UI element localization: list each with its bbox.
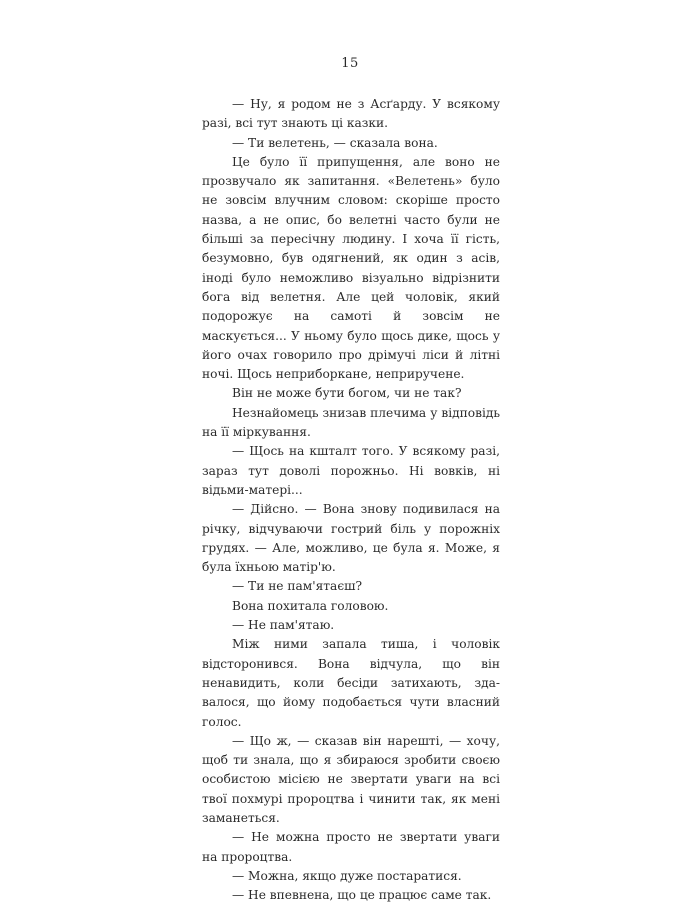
body-text xyxy=(202,95,500,905)
paragraph: — Не впевнена, що це працює саме так. xyxy=(232,888,492,903)
paragraph: — Не пам'ятаю. xyxy=(232,618,335,633)
page-number: 15 xyxy=(341,56,359,71)
paragraph: — Можна, якщо дуже постаратися. xyxy=(232,868,462,883)
paragraph: Він не може бути богом, чи не так? xyxy=(232,386,462,401)
paragraph: — Не можна просто не звертати уваги на пророцтва. xyxy=(202,830,500,864)
paragraph: — Що ж, — сказав він нарешті, — хочу, щоб ти знала, що я збираюся зробити своєю особистою місією не звертати уваги на всі твої похмурі пророцтва і чинити так, як мені заманеться. xyxy=(202,733,500,825)
paragraph: — Ну, я родом не з Асґарду. У всякому разі, всі тут знають ці казки. xyxy=(202,97,500,131)
paragraph: — Дійсно. — Вона знову подивилася на річку, відчуваючи гострий біль у порожніх грудях. — Але, можливо, це була я. Може, я була їхньою матір'ю. xyxy=(202,502,500,575)
paragraph: Незнайомець знизав плечима у відповідь на її міркування. xyxy=(202,405,500,440)
paragraph: Між ними запала тиша, і чоловік відсторонився. Вона відчула, що він ненавидить, коли бесіди затихають, здавалося, що йому подобається чути власний голос. xyxy=(202,637,500,729)
paragraph: Вона похитала головою. xyxy=(232,598,389,613)
paragraph: — Ти велетень, — сказала вона. xyxy=(232,135,438,150)
paragraph: — Щось на кшталт того. У всякому разі, зараз тут доволі порожньо. Ні вовків, ні відьми-матері... xyxy=(202,444,500,497)
paragraph: Це було її припущення, але воно не прозвучало як запитання. «Велетень» було не зовсім влучним словом: скоріше просто назва, а не опис, бо велетні часто були не більші за пересічну людину. І хоча її гість, безумовно, був одягнений, як один з асів, іноді було неможливо візуально відрізнити бога від велетня. Але цей чоловік, який подорожує на самоті й зовсім не маскується... У ньому було щось дике, щось у його очах говорило про дрімучі ліси й літні ночі. Щось неприборкане, неприручене. xyxy=(202,154,500,382)
paragraph: — Ти не пам'ятаєш? xyxy=(232,579,363,594)
